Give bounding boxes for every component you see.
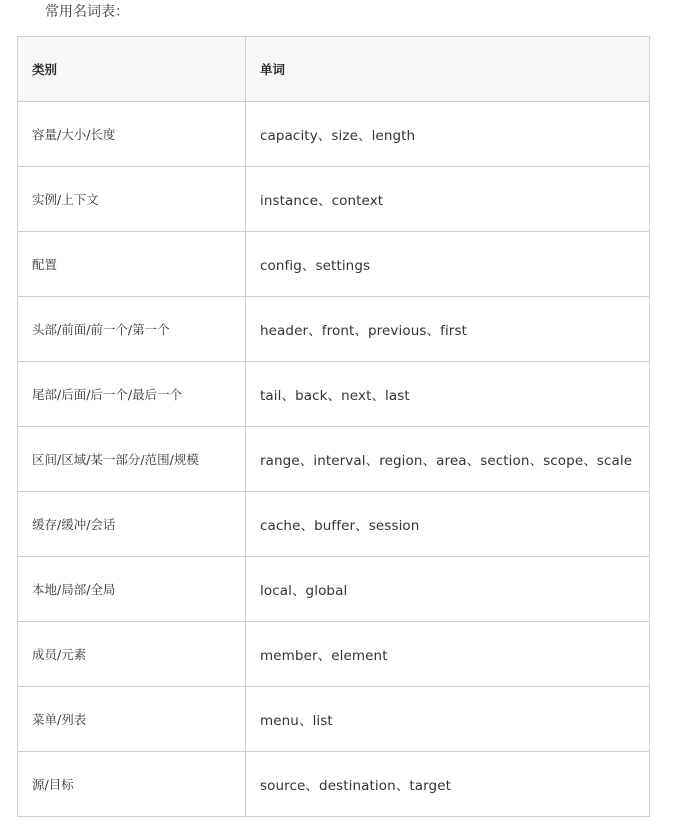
category-cell: 头部/前面/前一个/第一个 (18, 297, 246, 362)
words-cell: config、settings (246, 232, 650, 297)
words-cell: menu、list (246, 687, 650, 752)
words-cell: capacity、size、length (246, 102, 650, 167)
category-cell: 实例/上下文 (18, 167, 246, 232)
words-cell: range、interval、region、area、section、scope、scale (246, 427, 650, 492)
category-cell: 尾部/后面/后一个/最后一个 (18, 362, 246, 427)
table-row (18, 167, 650, 232)
column-header-category: 类别 (18, 37, 246, 102)
table-row (18, 687, 650, 752)
table-row (18, 362, 650, 427)
words-cell: header、front、previous、first (246, 297, 650, 362)
category-cell: 成员/元素 (18, 622, 246, 687)
table-row (18, 752, 650, 817)
column-header-words: 单词 (246, 37, 650, 102)
words-cell: local、global (246, 557, 650, 622)
words-cell: source、destination、target (246, 752, 650, 817)
words-cell: cache、buffer、session (246, 492, 650, 557)
table-row (18, 297, 650, 362)
table-row (18, 557, 650, 622)
table-row (18, 427, 650, 492)
page-intro: 常用名词表： (45, 4, 129, 20)
category-cell: 本地/局部/全局 (18, 557, 246, 622)
category-cell: 容量/大小/长度 (18, 102, 246, 167)
category-cell: 缓存/缓冲/会话 (18, 492, 246, 557)
table-row (18, 232, 650, 297)
category-cell: 菜单/列表 (18, 687, 246, 752)
category-cell: 区间/区域/某一部分/范围/规模 (18, 427, 246, 492)
words-cell: tail、back、next、last (246, 362, 650, 427)
table-row (18, 622, 650, 687)
glossary-table (17, 36, 650, 817)
category-cell: 配置 (18, 232, 246, 297)
words-cell: instance、context (246, 167, 650, 232)
table-header-row (18, 37, 650, 102)
words-cell: member、element (246, 622, 650, 687)
table-row (18, 492, 650, 557)
table-row (18, 102, 650, 167)
category-cell: 源/目标 (18, 752, 246, 817)
